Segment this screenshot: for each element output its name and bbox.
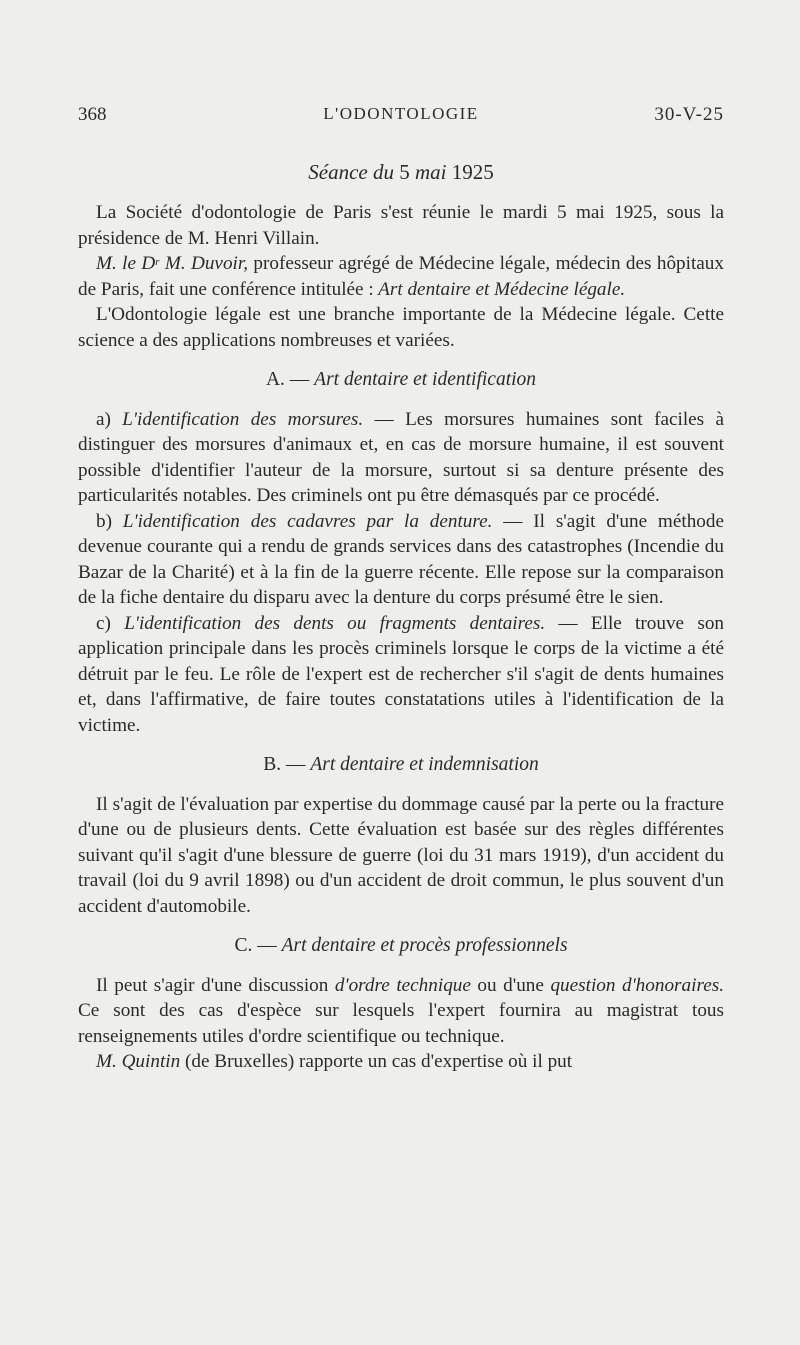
session-label: Séance du xyxy=(308,160,394,184)
article-body xyxy=(78,200,724,1075)
section-heading-a: A. — Art dentaire et identification xyxy=(265,369,537,390)
paragraph-c-fragments: c) L'identification des dents ou fragments dentaires. — Elle trouve son application principale dans les procès criminels lorsque le corps de la victime a été détruit par le feu. Le rôle de l'expert est de rechercher s'il s'agit de dents humaines et, dans l'affirmative, de faire toutes constatations utiles à l'identification de la victime. xyxy=(78,612,725,736)
paragraph-quintin: M. Quintin (de Bruxelles) rapporte un cas d'expertise où il put xyxy=(96,1051,573,1072)
paragraph-a-morsures: a) L'identification des morsures. — Les morsures humaines sont faciles à distinguer des morsures d'animaux et, en cas de morsure humaine, il est souvent possible d'identifier l'auteur de la morsure, surtout si sa denture présente des particularités notables. Des criminels ont pu être démasqués par ce procédé. xyxy=(78,408,725,506)
paragraph-indemnisation: Il s'agit de l'évaluation par expertise du dommage causé par la perte ou la fracture d'une ou de plusieurs dents. Cette évaluation est basée sur des règles différentes suivant qu'il s'agit d'une blessure de guerre (loi du 31 mars 1919), d'un accident du travail (loi du 9 avril 1898) ou d'un accident de droit commun, le plus souvent d'un accident d'automobile. xyxy=(78,793,724,917)
session-month: mai xyxy=(414,160,447,184)
journal-title: L'ODONTOLOGIE xyxy=(323,104,479,123)
conference-title: Art dentaire et Médecine légale. xyxy=(373,278,626,300)
speaker-name: M. le $D^r$ M. Duvoir, xyxy=(96,253,249,274)
section-heading-c: C. — Art dentaire et procès professionnels xyxy=(234,935,568,956)
section-heading-b: B. — Art dentaire et indemnisation xyxy=(263,754,539,775)
intro-paragraph-2 xyxy=(78,251,724,302)
intro-paragraph-3: L'Odontologie légale est une branche importante de la Médecine légale. Cette science a des applications nombreuses et variées. xyxy=(78,304,724,351)
paragraph-b-cadavres: b) L'identification des cadavres par la denture. — Il s'agit d'une méthode devenue courante qui a rendu de grands services dans des catastrophes (Incendie du Bazar de la Charité) et à la fin de la guerre récente. Elle repose sur la comparaison de la fiche dentaire du disparu avec la denture du corps présumé être le sien. xyxy=(78,510,724,608)
issue-date: 30-V-25 xyxy=(654,104,724,125)
session-year: 1925 xyxy=(451,160,494,184)
speaker-name-quintin: M. Quintin xyxy=(96,1051,181,1072)
running-header xyxy=(78,104,724,128)
session-heading xyxy=(78,160,724,185)
intro-paragraph-1: La Société d'odontologie de Paris s'est réunie le mardi 5 mai 1925, sous la présidence de M. Henri Villain. xyxy=(78,202,724,249)
speaker-description: professeur agrégé de Médecine légale, médecin des hôpitaux de Paris, fait une conférence intitulée : xyxy=(78,253,724,300)
paragraph-proces: Il peut s'agir d'une discussion d'ordre technique ou d'une question d'honoraires. Ce sont des cas d'espèce sur lesquels l'expert fournira au magistrat tous renseignements utiles d'ordre scientifique ou technique. xyxy=(78,974,724,1047)
session-day: 5 xyxy=(399,160,410,184)
page-number: 368 xyxy=(78,104,107,125)
